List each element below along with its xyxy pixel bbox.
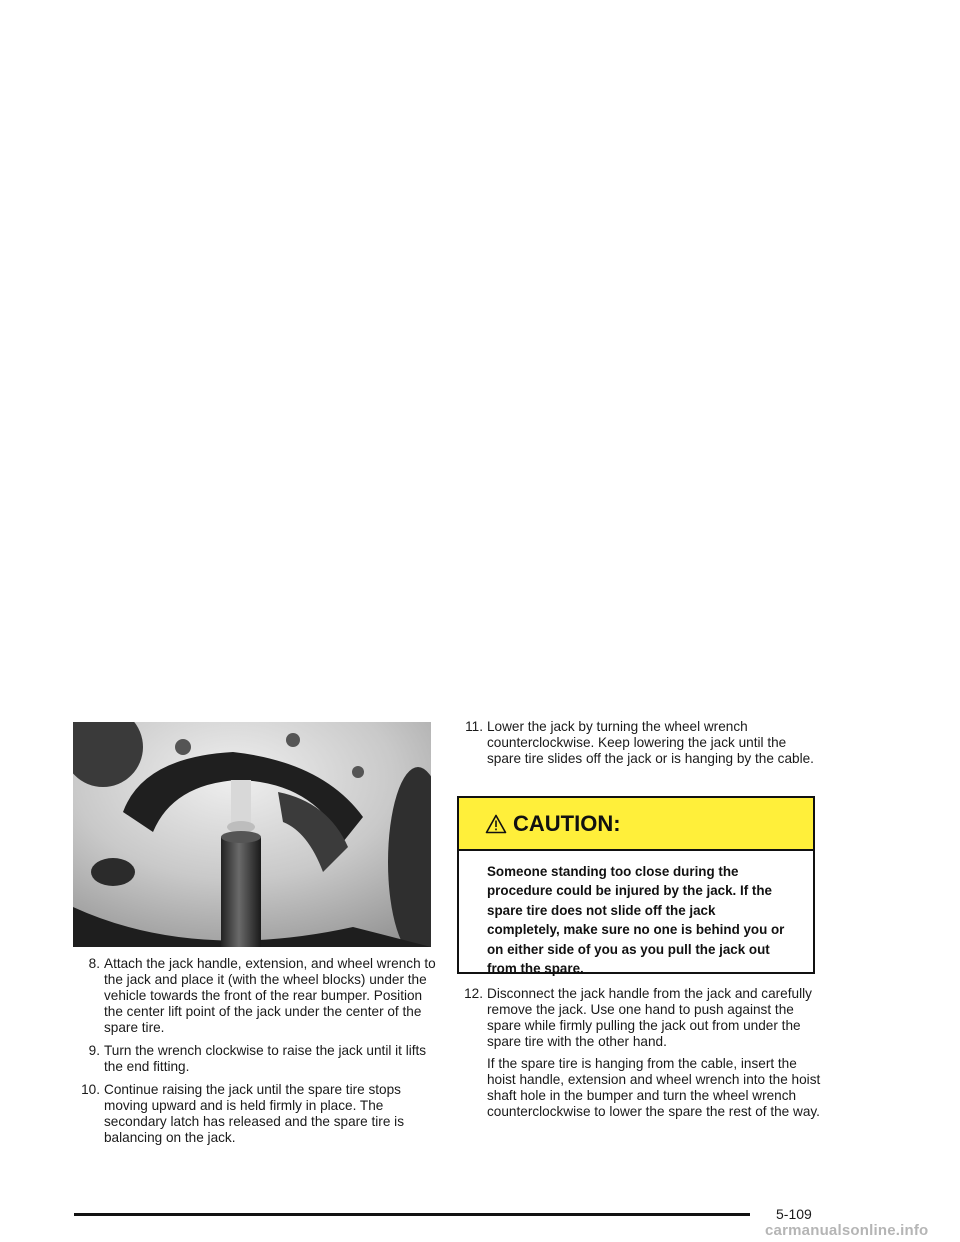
step-subtext: If the spare tire is hanging from the cable, insert the hoist handle, extension and wheel wrench into the hoist shaft hole in the bumper and turn the wheel wrench counterclockwise to lower the spare the rest of the way. (487, 1056, 821, 1119)
step-text: Continue raising the jack until the spare tire stops moving upward and is held firmly in place. The secondary latch has released and the spare tire is balancing on the jack. (104, 1082, 404, 1145)
step-12 (457, 986, 821, 1120)
page-number: 5-109 (776, 1206, 812, 1222)
right-column-top (457, 719, 821, 774)
step-number: 11. (465, 719, 483, 734)
caution-box (457, 796, 815, 977)
step-number: 10. (81, 1082, 100, 1097)
step-number: 12. (464, 986, 483, 1001)
caution-header (459, 798, 813, 851)
warning-triangle-icon (485, 814, 507, 834)
caution-text: Someone standing too close during the procedure could be injured by the jack. If the spare tire does not slide off the jack completely, make sure no one is behind you or on either side of you as you pull the jack out from the spare. (487, 864, 785, 977)
step-10 (74, 1082, 438, 1146)
caution-title: CAUTION: (513, 810, 621, 836)
left-column (74, 956, 438, 1153)
step-text: Lower the jack by turning the wheel wrench counterclockwise. Keep lowering the jack until the spare tire slides off the jack or is hanging by the cable. (487, 719, 814, 766)
step-8 (74, 956, 438, 1036)
right-column-bottom (457, 986, 821, 1127)
step-text: Turn the wrench clockwise to raise the jack until it lifts the end fitting. (104, 1043, 427, 1074)
step-text: Disconnect the jack handle from the jack and carefully remove the jack. Use one hand to push against the spare while firmly pulling the jack out from under the spare tire with the other hand. (487, 986, 812, 1049)
step-number: 8. (88, 956, 100, 971)
jack-photo (73, 722, 431, 947)
step-number: 9. (88, 1043, 100, 1058)
watermark: carmanualsonline.info (765, 1222, 929, 1239)
step-11 (457, 719, 821, 767)
footer-rule (74, 1213, 750, 1216)
step-text: Attach the jack handle, extension, and wheel wrench to the jack and place it (with the wheel blocks) under the vehicle towards the front of the rear bumper. Position the center lift point of the jack under the center of the spare tire. (104, 956, 436, 1035)
step-9 (74, 1043, 438, 1075)
